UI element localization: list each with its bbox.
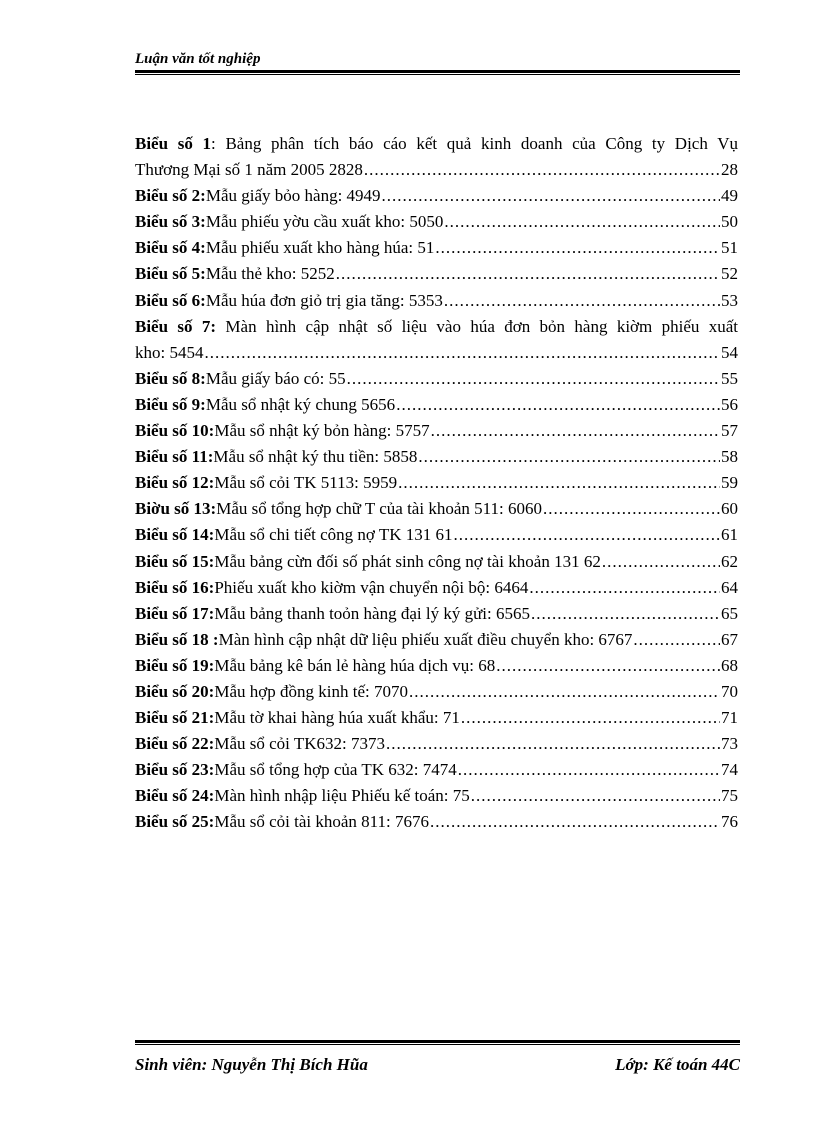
toc-entry-line (135, 366, 738, 392)
toc-label: Biểu số 20: (135, 681, 215, 701)
toc-page-number: 76 (721, 812, 738, 832)
toc-page-number: 54 (721, 342, 738, 362)
toc-leader (347, 366, 720, 392)
toc-page-number: 62 (721, 551, 738, 571)
toc-entry-line (135, 601, 738, 627)
toc-label: Biểu số 23: (135, 760, 215, 780)
toc-entry (135, 731, 738, 757)
toc-page-number: 28 (721, 160, 738, 180)
toc-leader (444, 288, 720, 314)
toc-title: Mẫu hợp đồng kinh tế: 7070 (214, 681, 408, 701)
toc-label: Biểu số 19: (135, 655, 215, 675)
toc-entry-line (135, 575, 738, 601)
toc-page-number: 58 (721, 447, 738, 467)
toc-page-number: 51 (721, 238, 738, 258)
toc-leader (431, 418, 720, 444)
toc-leader (602, 549, 720, 575)
toc-leader (444, 209, 720, 235)
toc-page-number: 52 (721, 264, 738, 284)
toc-title: Mẫu sổ cỏi tài khoản 811: 7676 (214, 812, 430, 832)
toc-entry-line (135, 288, 738, 314)
toc-label: Biểu số 15: (135, 551, 215, 571)
toc-entry (135, 235, 738, 261)
toc-leader (386, 731, 720, 757)
toc-title: Mẫu sổ tổng hợp của TK 632: 7474 (214, 760, 457, 780)
toc-page-number: 71 (721, 708, 738, 728)
toc-entry (135, 209, 738, 235)
toc-entry (135, 575, 738, 601)
toc-entry (135, 418, 738, 444)
toc-entry (135, 679, 738, 705)
toc-leader (364, 157, 720, 183)
toc-leader (531, 601, 720, 627)
toc-entry (135, 314, 738, 366)
toc-leader (382, 183, 720, 209)
toc-title: Mẫu tờ khai hàng húa xuất khẩu: 71 (214, 708, 460, 728)
toc-page-number: 68 (721, 655, 738, 675)
toc-entry-line (135, 731, 738, 757)
toc-title: Mẫu giấy bỏo hàng: 4949 (205, 186, 381, 206)
footer-student-name: Sinh viên: Nguyễn Thị Bích Hũa (135, 1055, 368, 1074)
toc-entry-line (135, 235, 738, 261)
toc-entry (135, 653, 738, 679)
toc-entry-line (135, 261, 738, 287)
header-title: Luận văn tốt nghiệp (135, 51, 261, 67)
toc-leader (398, 470, 720, 496)
toc-title-continued: Thương Mại số 1 năm 2005 2828 (135, 160, 363, 180)
toc-label: Biểu số 22: (135, 734, 215, 754)
toc-title: Mẫu sổ nhật ký bỏn hàng: 5757 (214, 421, 430, 441)
toc-title: Màn hình nhập liệu Phiếu kế toán: 75 (214, 786, 470, 806)
toc-label: Biểu số 6: (135, 290, 206, 310)
toc-entry-line (135, 757, 738, 783)
toc-entry (135, 757, 738, 783)
toc-page-number: 74 (721, 760, 738, 780)
toc-leader (396, 392, 720, 418)
toc-entry (135, 392, 738, 418)
toc-title: Mẫu sổ cỏi TK632: 7373 (214, 734, 385, 754)
page-header (135, 50, 740, 68)
toc-title: Bảng phân tích báo cáo kết quả kinh doanh của Công ty Dịch Vụ (225, 134, 738, 153)
toc-entry-line (135, 392, 738, 418)
toc-label: Biểu số 25: (135, 812, 215, 832)
toc-entry-line (135, 705, 738, 731)
toc-title: Phiếu xuất kho kiờm vận chuyển nội bộ: 6464 (214, 577, 529, 597)
toc-title: Mẫu húa đơn giỏ trị gia tăng: 5353 (205, 290, 443, 310)
toc-entry-line (135, 549, 738, 575)
header-divider (135, 70, 740, 73)
toc-title: Mẫu phiếu xuất kho hàng húa: 51 (205, 238, 435, 258)
toc-leader (336, 261, 720, 287)
toc-title: Mẫu bảng kê bán lẻ hàng húa dịch vụ: 68 (214, 655, 496, 675)
toc-label: Biểu số 1 (135, 134, 212, 153)
toc-entry (135, 783, 738, 809)
toc-leader (204, 340, 720, 366)
toc-title: Mẫu sổ cỏi TK 5113: 5959 (214, 473, 398, 493)
toc-title: Màn hình cập nhật dữ liệu phiếu xuất điều chuyển kho: 6767 (218, 629, 633, 649)
toc-page-number: 64 (721, 577, 738, 597)
toc-title: Mẫu sổ nhật ký thu tiền: 5858 (213, 447, 418, 467)
toc-label: Biểu số 4: (135, 238, 206, 258)
toc-entry (135, 601, 738, 627)
toc-entry (135, 131, 738, 183)
toc-entry-line (135, 183, 738, 209)
toc-entry-first-line (135, 131, 738, 157)
toc-title: Mẫu sổ tổng hợp chữ T của tài khoản 511: 6060 (216, 499, 542, 519)
toc-entry (135, 522, 738, 548)
toc-title: Mẫu giấy báo có: 55 (205, 368, 346, 388)
toc-leader (496, 653, 720, 679)
toc-entry-line (135, 522, 738, 548)
toc-label: Biểu số 18 : (135, 629, 219, 649)
toc-label: Biểu số 24: (135, 786, 215, 806)
toc-page-number: 61 (721, 525, 738, 545)
toc-title: Mẫu bảng thanh toỏn hàng đại lý ký gửi: 6565 (214, 603, 530, 623)
toc-label: Biểu số 21: (135, 708, 215, 728)
toc-entry-line (135, 679, 738, 705)
footer-class: Lớp: Kế toán 44C (615, 1055, 740, 1074)
table-of-contents (135, 131, 738, 836)
toc-leader (435, 235, 720, 261)
toc-page-number: 67 (721, 629, 738, 649)
toc-label: Biểu số 8: (135, 368, 206, 388)
toc-page-number: 65 (721, 603, 738, 623)
toc-entry-line (135, 209, 738, 235)
toc-label: Biểu số 7: (135, 316, 217, 336)
toc-title-continued: kho: 5454 (135, 342, 204, 362)
toc-page-number: 50 (721, 212, 738, 232)
toc-entry-line (135, 444, 738, 470)
toc-entry (135, 549, 738, 575)
toc-label: Biểu số 17: (135, 603, 215, 623)
footer-divider (135, 1040, 740, 1043)
toc-entry (135, 705, 738, 731)
toc-entry-line (135, 418, 738, 444)
toc-entry-second-line (135, 157, 738, 183)
toc-title: Mẫu sổ nhật ký chung 5656 (205, 394, 396, 414)
toc-entry-second-line (135, 340, 738, 366)
toc-entry (135, 470, 738, 496)
toc-entry (135, 288, 738, 314)
toc-label: Biờu số 13: (135, 499, 217, 519)
toc-page-number: 56 (721, 394, 738, 414)
toc-entry-line (135, 496, 738, 522)
toc-entry (135, 627, 738, 653)
toc-label: Biểu số 14: (135, 525, 215, 545)
toc-page-number: 73 (721, 734, 738, 754)
toc-page-number: 53 (721, 290, 738, 310)
toc-page-number: 55 (721, 368, 738, 388)
toc-leader (430, 809, 720, 835)
toc-label: Biểu số 3: (135, 212, 206, 232)
toc-page-number: 70 (721, 681, 738, 701)
toc-leader (529, 575, 720, 601)
toc-title: Mẫu thẻ kho: 5252 (205, 264, 335, 284)
toc-label: Biểu số 10: (135, 421, 215, 441)
toc-label: Biểu số 2: (135, 186, 206, 206)
toc-label: Biểu số 5: (135, 264, 206, 284)
toc-entry (135, 183, 738, 209)
toc-entry-line (135, 809, 738, 835)
toc-leader (418, 444, 720, 470)
toc-leader (409, 679, 720, 705)
toc-entry (135, 496, 738, 522)
toc-label: Biểu số 11: (135, 447, 214, 467)
toc-page-number: 75 (721, 786, 738, 806)
toc-entry-line (135, 470, 738, 496)
toc-title: Mẫu bảng cừn đối số phát sinh công nợ tài khoản 131 62 (214, 551, 601, 571)
toc-label: Biểu số 16: (135, 577, 215, 597)
toc-page-number: 60 (721, 499, 738, 519)
toc-page-number: 49 (721, 186, 738, 206)
toc-entry-line (135, 627, 738, 653)
toc-entry (135, 809, 738, 835)
toc-entry-line (135, 653, 738, 679)
toc-leader (458, 757, 720, 783)
toc-separator: : (211, 134, 226, 153)
toc-leader (543, 496, 720, 522)
toc-title: Màn hình cập nhật số liệu vào húa đơn bỏn hàng kiờm phiếu xuất (225, 316, 739, 336)
toc-entry (135, 261, 738, 287)
toc-leader (633, 627, 720, 653)
toc-entry-first-line (135, 314, 738, 340)
toc-label: Biểu số 12: (135, 473, 215, 493)
toc-page-number: 57 (721, 421, 738, 441)
toc-leader (471, 783, 720, 809)
toc-label: Biểu số 9: (135, 394, 206, 414)
toc-entry (135, 366, 738, 392)
toc-entry (135, 444, 738, 470)
toc-leader (461, 705, 720, 731)
toc-leader (454, 522, 721, 548)
toc-entry-line (135, 783, 738, 809)
toc-title: Mẫu phiếu yờu cầu xuất kho: 5050 (205, 212, 444, 232)
toc-title: Mẫu sổ chi tiết công nợ TK 131 61 (214, 525, 453, 545)
toc-page-number: 59 (721, 473, 738, 493)
